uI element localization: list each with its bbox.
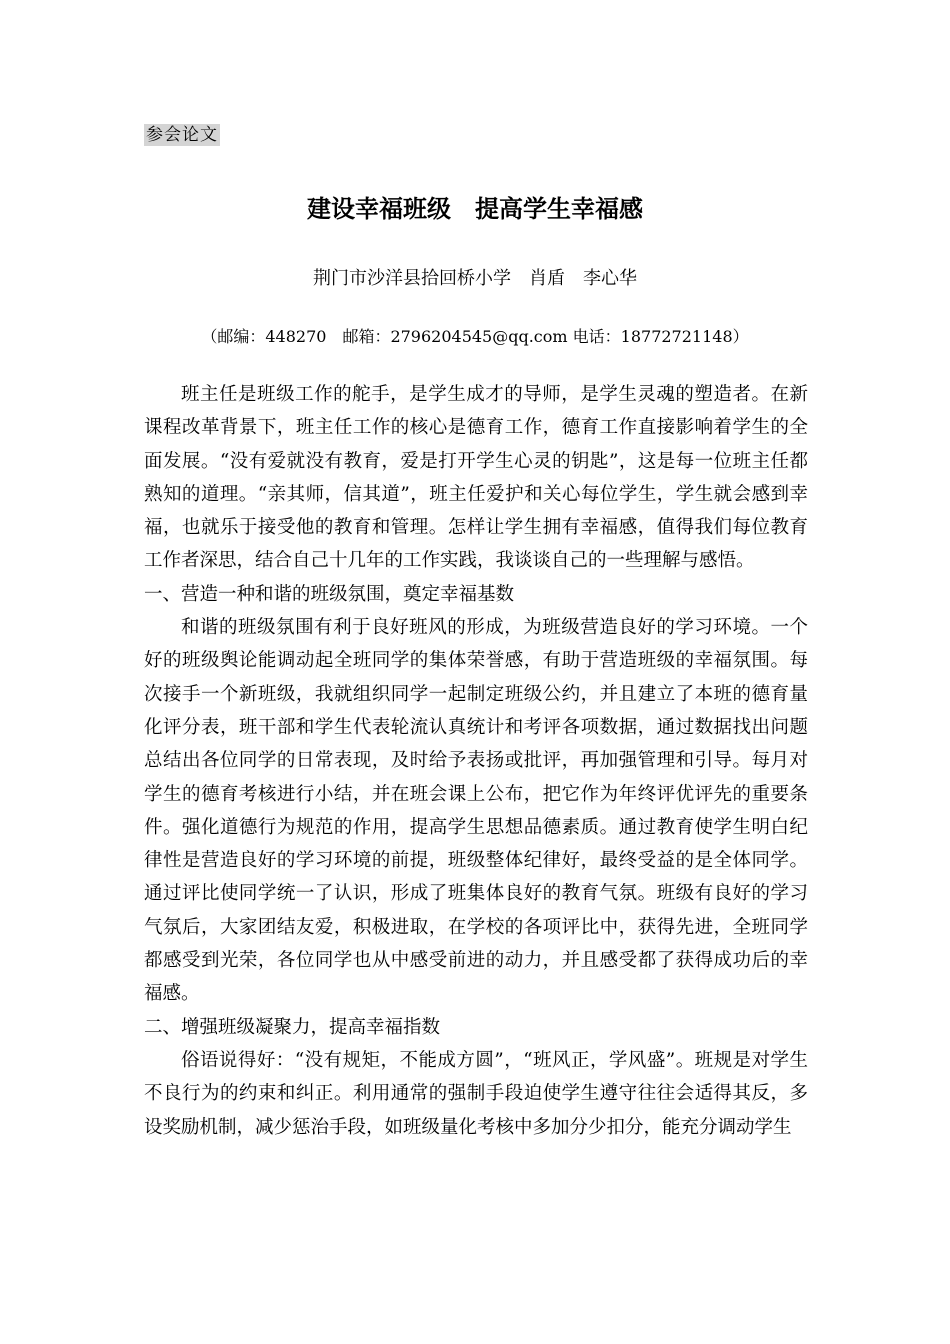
paragraph-section-2: 俗语说得好：“没有规矩，不能成方圆”，“班风正，学风盛”。班规是对学生不良行为的约束和纠正。利用通常的强制手段迫使学生遵守往往会适得其反，多设奖励机制，减少惩治手段，如班级量化考核中多加分少扣分，能充分调动学生: [144, 1049, 808, 1138]
author-line: 荆门市沙洋县拾回桥小学 肖盾 李心华: [313, 268, 637, 289]
section-heading-2: 二、增强班级凝聚力，提高幸福指数: [144, 1016, 441, 1038]
section-heading-1: 一、营造一种和谐的班级氛围，奠定幸福基数: [144, 583, 515, 605]
contact-line: （邮编：448270 邮箱：2796204545@qq.com 电话：18772721148）: [201, 327, 749, 346]
paper-tag: 参会论文: [146, 125, 218, 145]
body-text: [144, 378, 808, 1144]
page-title: 建设幸福班级 提高学生幸福感: [307, 194, 643, 223]
paragraph-intro: 班主任是班级工作的舵手，是学生成才的导师，是学生灵魂的塑造者。在新课程改革背景下，班主任工作的核心是德育工作，德育工作直接影响着学生的全面发展。“没有爱就没有教育，爱是打开学生心灵的钥匙”，这是每一位班主任都熟知的道理。“亲其师，信其道”，班主任爱护和关心每位学生，学生就会感到幸福，也就乐于接受他的教育和管理。怎样让学生拥有幸福感，值得我们每位教育工作者深思，结合自己十几年的工作实践，我谈谈自己的一些理解与感悟。: [144, 384, 808, 572]
paragraph-section-1: 和谐的班级氛围有利于良好班风的形成，为班级营造良好的学习环境。一个好的班级舆论能调动起全班同学的集体荣誉感，有助于营造班级的幸福氛围。每次接手一个新班级，我就组织同学一起制定班级公约，并且建立了本班的德育量化评分表，班干部和学生代表轮流认真统计和考评各项数据，通过数据找出问题总结出各位同学的日常表现，及时给予表扬或批评，再加强管理和引导。每月对学生的德育考核进行小结，并在班会课上公布，把它作为年终评优评先的重要条件。强化道德行为规范的作用，提高学生思想品德素质。通过教育使学生明白纪律性是营造良好的学习环境的前提，班级整体纪律好，最终受益的是全体同学。通过评比使同学统一了认识，形成了班集体良好的教育气氛。班级有良好的学习气氛后，大家团结友爱，积极进取，在学校的各项评比中，获得先进，全班同学都感受到光荣，各位同学也从中感受前进的动力，并且感受都了获得成功后的幸福感。: [144, 617, 808, 1005]
